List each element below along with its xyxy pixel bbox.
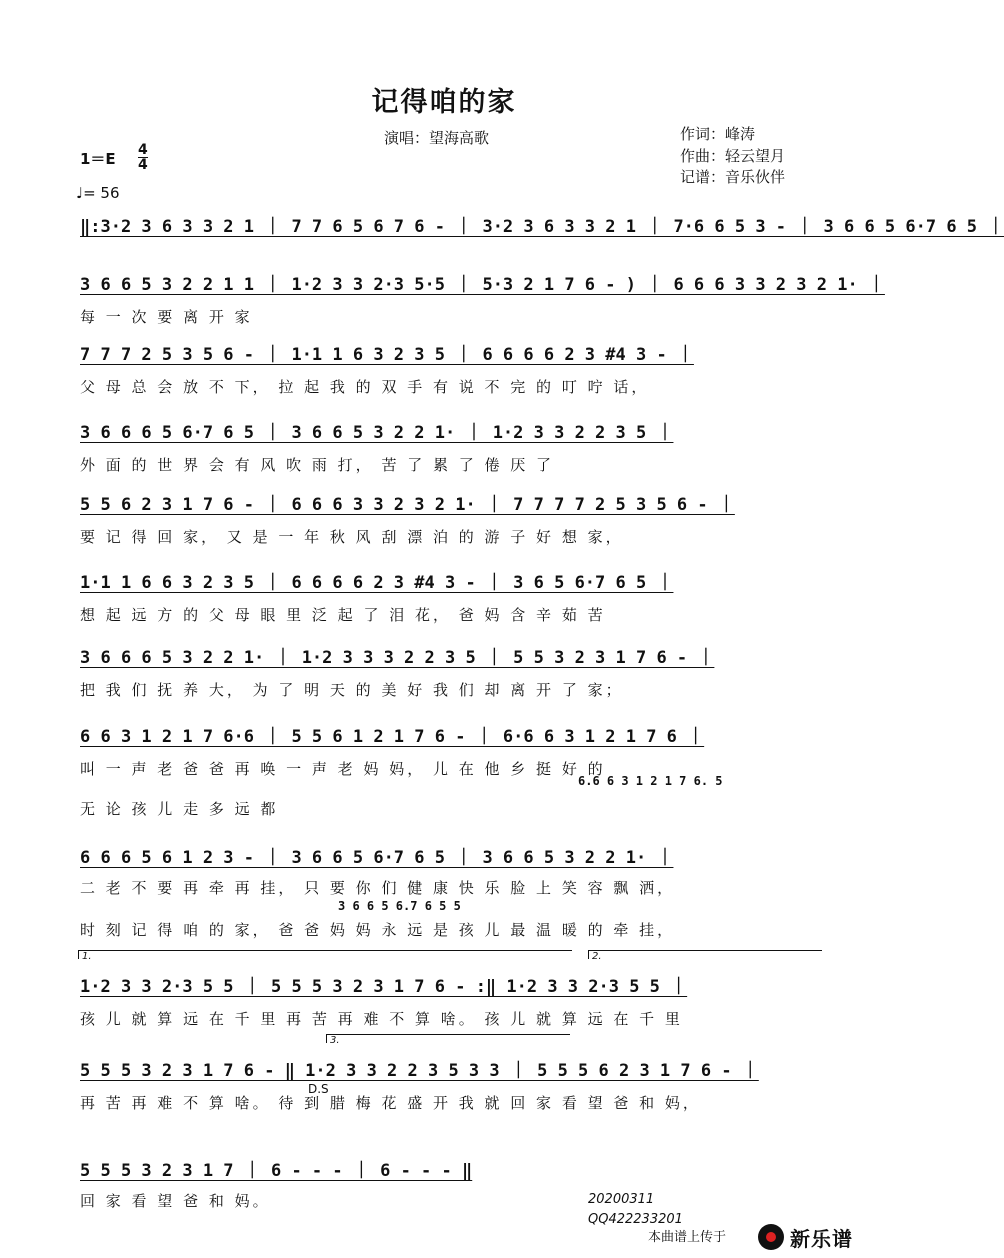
- site-logo[interactable]: [758, 1220, 886, 1254]
- lyric-line: 把 我 们 抚 养 大， 为 了 明 天 的 美 好 我 们 却 离 开 了 家；: [80, 681, 624, 699]
- notes-line: 1·1 1 6 6 3 2 3 5 ｜ 6 6 6 6 2 3 #4 3 - ｜ 3 6 5 6·7 6 5 ｜: [80, 573, 674, 593]
- lyric-line: 外 面 的 世 界 会 有 风 吹 雨 打， 苦 了 累 了 倦 厌 了: [80, 456, 555, 474]
- logo-text: 新乐谱: [790, 1226, 853, 1251]
- time-top: 4: [138, 142, 148, 158]
- lyric-line: 再 苦 再 难 不 算 啥。 待 到 腊 梅 花 盛 开 我 就 回 家 看 望 爸 和 妈，: [80, 1094, 701, 1112]
- alt-notes: 3 6 6 5 6.7 6 5 5: [338, 899, 461, 913]
- tempo-marking: ♩= 56: [76, 184, 120, 202]
- volta-2: 2.: [588, 950, 822, 959]
- lyricist-credit: 作词：峰涛: [680, 125, 756, 143]
- notes-line: ‖:3·2 3 6 3 3 2 1 ｜ 7 7 6 5 6 7 6 - ｜ 3·2 3 6 3 3 2 1 ｜ 7·6 6 5 3 - ｜ 3 6 6 5 6·7 6 5 ｜: [80, 217, 1004, 237]
- lyric-line: 回 家 看 望 爸 和 妈。: [80, 1192, 271, 1210]
- notes-line: 3 6 6 6 5 3 2 2 1· ｜ 1·2 3 3 3 2 2 3 5 ｜ 5 5 3 2 3 1 7 6 - ｜: [80, 648, 715, 668]
- volta-3: 3.: [326, 1034, 570, 1043]
- notes-line: 6 6 6 5 6 1 2 3 - ｜ 3 6 6 5 6·7 6 5 ｜ 3 6 6 5 3 2 2 1· ｜: [80, 848, 674, 868]
- date-stamp: 20200311: [588, 1192, 655, 1207]
- notes-line: 3 6 6 5 3 2 2 1 1 ｜ 1·2 3 3 2·3 5·5 ｜ 5·3 2 1 7 6 - ) ｜ 6 6 6 3 3 2 3 2 1· ｜: [80, 275, 885, 295]
- lyric-line: 父 母 总 会 放 不 下， 拉 起 我 的 双 手 有 说 不 完 的 叮 咛 话，: [80, 378, 650, 396]
- record-icon: [758, 1224, 784, 1250]
- lyric-line: 孩 儿 就 算 远 在 千 里 再 苦 再 难 不 算 啥。 孩 儿 就 算 远 在 千 里: [80, 1010, 683, 1028]
- notes-line: 7 7 7 2 5 3 5 6 - ｜ 1·1 1 6 3 2 3 5 ｜ 6 6 6 6 2 3 #4 3 - ｜: [80, 345, 694, 365]
- notes-line: 5 5 5 3 2 3 1 7 6 - ‖ 1·2 3 3 2 2 3 5 3 3 ｜ 5 5 5 6 2 3 1 7 6 - ｜: [80, 1061, 759, 1081]
- notes-line: 1·2 3 3 2·3 5 5 ｜ 5 5 5 3 2 3 1 7 6 - :‖ 1·2 3 3 2·3 5 5 ｜: [80, 977, 688, 997]
- key-signature: 1＝E: [80, 150, 116, 168]
- time-signature: [138, 143, 148, 172]
- notes-line: 5 5 6 2 3 1 7 6 - ｜ 6 6 6 3 3 2 3 2 1· ｜ 7 7 7 7 2 5 3 5 6 - ｜: [80, 495, 735, 515]
- singer-credit: 演唱：望海高歌: [384, 129, 490, 147]
- notes-line: 5 5 5 3 2 3 1 7 ｜ 6 - - - ｜ 6 - - - ‖: [80, 1161, 473, 1181]
- lyric-line: 每 一 次 要 离 开 家: [80, 308, 253, 326]
- volta-1: 1.: [78, 950, 572, 959]
- notes-line: 6 6 3 1 2 1 7 6·6 ｜ 5 5 6 1 2 1 7 6 - ｜ 6·6 6 3 1 2 1 7 6 ｜: [80, 727, 705, 747]
- time-bottom: 4: [138, 157, 148, 173]
- transcriber-credit: 记谱：音乐伙伴: [680, 168, 786, 186]
- upload-note: 本曲谱上传于: [648, 1230, 727, 1245]
- alt-notes: 6.6 6 3 1 2 1 7 6. 5: [578, 774, 723, 788]
- qq-stamp: QQ422233201: [588, 1212, 683, 1227]
- lyric-line: 要 记 得 回 家， 又 是 一 年 秋 风 刮 漂 泊 的 游 子 好 想 家，: [80, 528, 624, 546]
- lyric-line-alt: 时 刻 记 得 咱 的 家， 爸 爸 妈 妈 永 远 是 孩 儿 最 温 暖 的 牵 挂，: [80, 921, 676, 939]
- song-title: 记得咱的家: [371, 87, 517, 118]
- lyric-line: 想 起 远 方 的 父 母 眼 里 泛 起 了 泪 花， 爸 妈 含 辛 茹 苦: [80, 606, 606, 624]
- dal-segno-mark: D.S: [308, 1082, 329, 1096]
- lyric-line-alt: 无 论 孩 儿 走 多 远 都: [80, 800, 279, 818]
- lyric-line: 叫 一 声 老 爸 爸 再 唤 一 声 老 妈 妈， 儿 在 他 乡 挺 好 的: [80, 760, 606, 778]
- composer-credit: 作曲：轻云望月: [680, 147, 786, 165]
- lyric-line: 二 老 不 要 再 牵 再 挂， 只 要 你 们 健 康 快 乐 脸 上 笑 容 飘 洒，: [80, 879, 676, 897]
- notes-line: 3 6 6 6 5 6·7 6 5 ｜ 3 6 6 5 3 2 2 1· ｜ 1·2 3 3 2 2 3 5 ｜: [80, 423, 674, 443]
